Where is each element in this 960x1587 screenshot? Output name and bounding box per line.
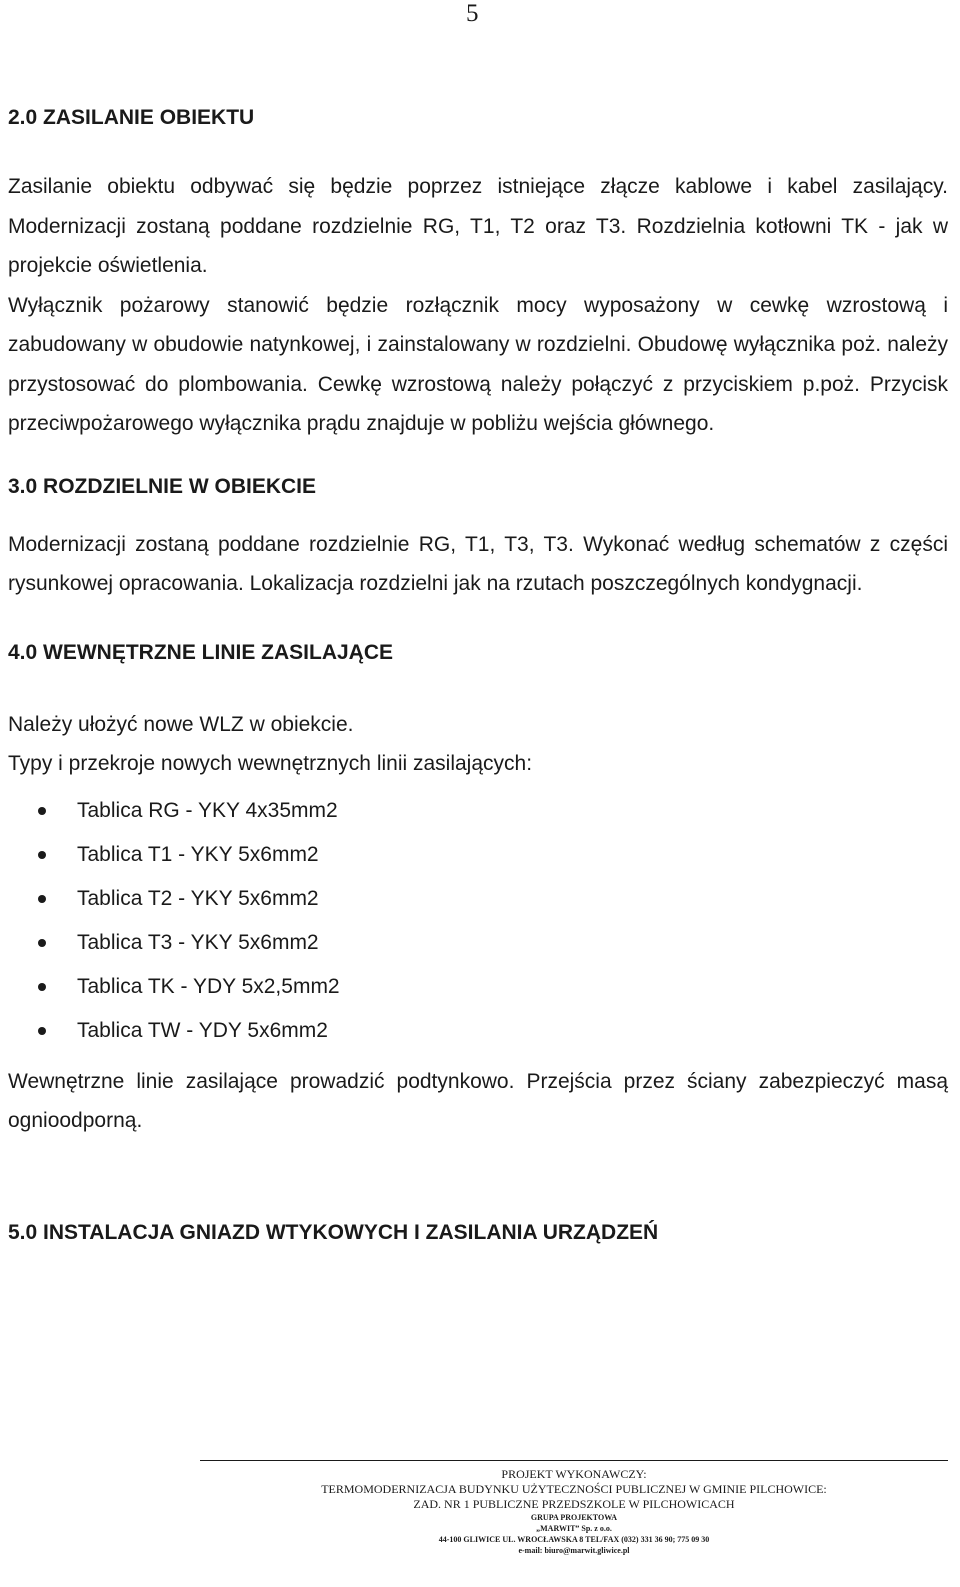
footer-project-title: TERMOMODERNIZACJA BUDYNKU UŻYTECZNOŚCI PUBLICZNEJ W GMINIE PILCHOWICE: bbox=[321, 1482, 827, 1496]
section-2-paragraph-2: Wyłącznik pożarowy stanowić będzie rozłącznik mocy wyposażony w cewkę wzrostową i zabudowany w obudowie natynkowej, i zainstalowany w rozdzielni. Obudowę wyłącznika poż. należy przystosować do plombowania. Cewkę wzrostową należy połączyć z przyciskiem p.poż. Przycisk przeciwpożarowego wyłącznika prądu znajduje w pobliżu wejścia głównego. bbox=[8, 293, 948, 435]
bullet-icon bbox=[38, 939, 46, 947]
feeder-lines-list bbox=[8, 797, 948, 1062]
section-3-heading: 3.0 ROZDZIELNIE W OBIEKCIE bbox=[8, 474, 317, 498]
section-2-heading: 2.0 ZASILANIE OBIEKTU bbox=[8, 106, 255, 129]
section-4-intro-2: Typy i przekroje nowych wewnętrznych linii zasilających: bbox=[8, 752, 533, 775]
footer-project-task: ZAD. NR 1 PUBLICZNE PRZEDSZKOLE W PILCHOWICACH bbox=[413, 1497, 735, 1511]
section-2-paragraph-1: Zasilanie obiektu odbywać się będzie poprzez istniejące złącze kablowe i kabel zasilający. Modernizacji zostaną poddane rozdzielnie RG, T1, T2 oraz T3. Rozdzielnia kotłowni TK - jak w projekcie oświetlenia. bbox=[8, 175, 948, 277]
footer-company-address: 44-100 GLIWICE UL. WROCŁAWSKA 8 TEL/FAX (032) 331 36 90; 775 09 30 bbox=[438, 1535, 710, 1544]
bullet-icon bbox=[38, 1027, 46, 1035]
list-item bbox=[8, 841, 948, 885]
list-item bbox=[8, 885, 948, 929]
section-4-heading: 4.0 WEWNĘTRZNE LINIE ZASILAJĄCE bbox=[8, 640, 394, 664]
list-item bbox=[8, 1017, 948, 1061]
list-item bbox=[8, 929, 948, 973]
footer-project-type: PROJEKT WYKONAWCZY: bbox=[501, 1467, 647, 1481]
section-3-paragraph: Modernizacji zostaną poddane rozdzielnie RG, T1, T3, T3. Wykonać według schematów z części rysunkowej opracowania. Lokalizacja rozdzielni jak na rzutach poszczególnych kondygnacji. bbox=[8, 532, 948, 595]
list-item-text: Tablica RG - YKY 4x35mm2 bbox=[77, 798, 338, 822]
list-item-text: Tablica T1 - YKY 5x6mm2 bbox=[77, 842, 319, 866]
bullet-icon bbox=[38, 895, 46, 903]
list-item-text: Tablica T2 - YKY 5x6mm2 bbox=[77, 886, 319, 910]
list-item bbox=[8, 797, 948, 841]
footer bbox=[0, 1460, 960, 1556]
section-4-closing: Wewnętrzne linie zasilające prowadzić podtynkowo. Przejścia przez ściany zabezpieczyć masą ognioodporną. bbox=[8, 1069, 948, 1133]
list-item bbox=[8, 973, 948, 1017]
bullet-icon bbox=[38, 983, 46, 991]
footer-company-email: e-mail: biuro@marwit.gliwice.pl bbox=[518, 1546, 630, 1555]
footer-company-name: „MARWIT” Sp. z o.o. bbox=[536, 1524, 612, 1533]
footer-divider bbox=[200, 1460, 948, 1461]
bullet-icon bbox=[38, 851, 46, 859]
list-item-text: Tablica TK - YDY 5x2,5mm2 bbox=[77, 975, 340, 999]
section-4-intro-1: Należy ułożyć nowe WLZ w obiekcie. bbox=[8, 712, 354, 736]
bullet-icon bbox=[38, 807, 46, 815]
section-5-heading: 5.0 INSTALACJA GNIAZD WTYKOWYCH I ZASILANIA URZĄDZEŃ bbox=[8, 1220, 659, 1244]
list-item-text: Tablica T3 - YKY 5x6mm2 bbox=[77, 931, 319, 955]
document-body bbox=[8, 104, 948, 1247]
page-number: 5 bbox=[466, 0, 479, 27]
footer-company-group: GRUPA PROJEKTOWA bbox=[530, 1513, 618, 1522]
list-item-text: Tablica TW - YDY 5x6mm2 bbox=[77, 1019, 328, 1043]
